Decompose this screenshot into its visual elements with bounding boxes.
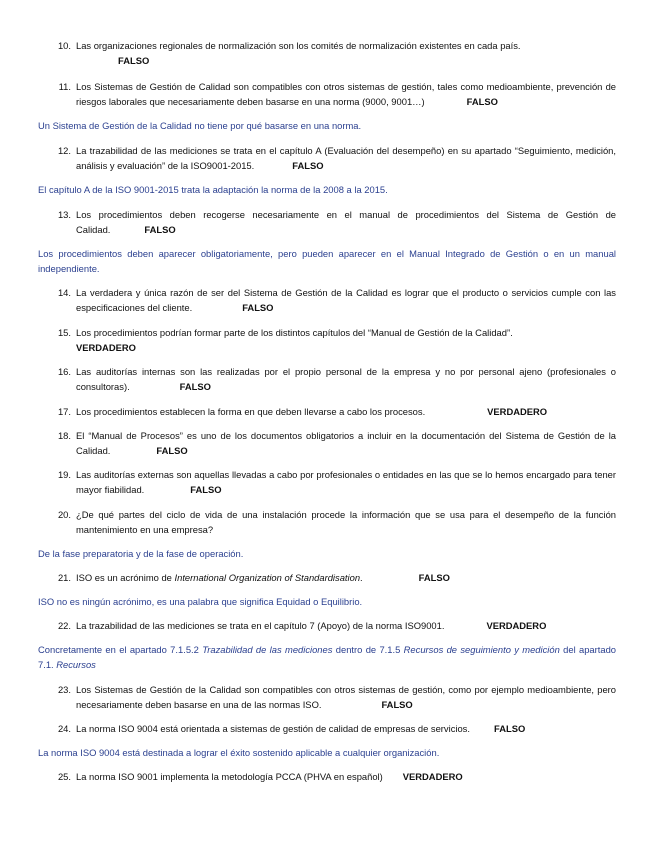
- question-11: [60, 79, 616, 109]
- note-text: Concretamente en el apartado 7.1.5.2: [38, 644, 203, 655]
- explanation-note: De la fase preparatoria y de la fase de operación.: [38, 548, 244, 559]
- question-18: [57, 428, 616, 458]
- question-number: 18.: [57, 430, 71, 441]
- question-text: La norma ISO 9001 implementa la metodología PCCA (PHVA en español): [76, 771, 383, 782]
- answer-label: VERDADERO: [487, 406, 548, 417]
- question-text: Los procedimientos deben recogerse necesariamente en el manual de procedimientos del Sistema de Gestión de Calidad.: [76, 209, 616, 235]
- note-italic: Trazabilidad de las mediciones: [202, 644, 333, 655]
- question-19: [57, 467, 616, 497]
- explanation-note: El capítulo A de la ISO 9001-2015 trata la adaptación la norma de la 2008 a la 2015.: [38, 184, 388, 195]
- explanation-note: Los procedimientos deben aparecer obligatoriamente, pero pueden aparecer en el Manual Integrado de Gestión o en un manual independiente.: [38, 248, 616, 274]
- question-text: Las auditorías internas son las realizadas por el propio personal de la empresa y no por personal ajeno (profesionales o consultoras).: [76, 366, 616, 392]
- question-number: 10.: [57, 40, 71, 51]
- answer-label: FALSO: [156, 445, 188, 456]
- answer-label: VERDADERO: [486, 620, 547, 631]
- question-text: ¿De qué partes del ciclo de vida de una instalación procede la información que se usa para el desempeño de la función mantenimiento en una empresa?: [76, 509, 616, 535]
- question-number: 25.: [57, 771, 71, 782]
- question-number: 21.: [57, 572, 71, 583]
- answer-label: FALSO: [242, 302, 274, 313]
- question-text: La verdadera y única razón de ser del Sistema de Gestión de la Calidad es lograr que el producto o servicios cumple con las especificaciones del cliente.: [76, 287, 616, 313]
- question-text: Las auditorías externas son aquellas llevadas a cabo por profesionales o entidades en las que se lo hemos encargado para tener mayor fiabilidad.: [76, 469, 616, 495]
- answer-label: VERDADERO: [402, 771, 463, 782]
- question-text: La trazabilidad de las mediciones se trata en el capítulo A (Evaluación del desempeño) en su apartado “Seguimiento, medición, análisis y evaluación” de la ISO9001-2015.: [76, 145, 616, 171]
- answer-label: FALSO: [190, 484, 222, 495]
- question-number: 12.: [57, 145, 71, 156]
- answer-label: FALSO: [179, 381, 211, 392]
- question-text: El “Manual de Procesos” es uno de los documentos obligatorios a incluir en la documentación del Sistema de Gestión de la Calidad.: [76, 430, 616, 456]
- note-text: del apartado 7.1.: [38, 644, 616, 670]
- answer-label: FALSO: [144, 224, 176, 235]
- question-22: [57, 618, 616, 633]
- question-number: 13.: [57, 209, 71, 220]
- question-16: [57, 364, 616, 394]
- answer-label: VERDADERO: [76, 342, 136, 353]
- question-text: Los procedimientos establecen la forma en que deben llevarse a cabo los procesos.: [76, 406, 426, 417]
- question-text: Los Sistemas de Gestión de Calidad son compatibles con otros sistemas de gestión, tales como medioambiente, prevención de riesgos laborales que necesariamente deben basarse en una norma (9000, 9001…): [76, 81, 616, 107]
- answer-label: FALSO: [466, 96, 498, 107]
- question-text-italic: International Organization of Standardisation: [174, 572, 361, 583]
- question-text: La trazabilidad de las mediciones se trata en el capítulo 7 (Apoyo) de la norma ISO9001.: [76, 620, 445, 631]
- explanation-note: [38, 642, 616, 672]
- question-text: ISO es un acrónimo de: [76, 572, 175, 583]
- question-21: [57, 570, 616, 585]
- question-20: [57, 507, 616, 537]
- answer-label: FALSO: [118, 55, 150, 66]
- note-italic: Recursos de seguimiento y medición: [403, 644, 560, 655]
- answer-label: FALSO: [493, 723, 526, 734]
- question-17: [57, 404, 616, 419]
- question-number: 20.: [57, 509, 71, 520]
- question-number: 22.: [57, 620, 71, 631]
- question-10: [57, 38, 616, 68]
- question-14: [57, 285, 616, 315]
- question-number: 19.: [57, 469, 71, 480]
- question-12: [57, 143, 616, 173]
- question-text: La norma ISO 9004 está orientada a sistemas de gestión de calidad de empresas de servicios.: [76, 723, 470, 734]
- note-italic: Recursos: [56, 659, 96, 670]
- question-text: Los procedimientos podrían formar parte de los distintos capítulos del “Manual de Gestión de la Calidad”.: [76, 327, 513, 338]
- answer-label: FALSO: [418, 572, 450, 583]
- question-number: 15.: [57, 327, 71, 338]
- question-15: [57, 325, 616, 355]
- question-number: 14.: [57, 287, 71, 298]
- question-text: Las organizaciones regionales de normalización son los comités de normalización existentes en cada país.: [76, 40, 521, 51]
- question-13: [57, 207, 616, 237]
- question-number: 24.: [57, 723, 71, 734]
- explanation-note: Un Sistema de Gestión de la Calidad no tiene por qué basarse en una norma.: [38, 120, 362, 131]
- explanation-note: ISO no es ningún acrónimo, es una palabra que significa Equidad o Equilibrio.: [38, 596, 363, 607]
- question-number: 16.: [57, 366, 71, 377]
- explanation-note: La norma ISO 9004 está destinada a lograr el éxito sostenido aplicable a cualquier organización.: [38, 747, 440, 758]
- question-23: [57, 682, 616, 712]
- question-24: [57, 721, 616, 736]
- note-text: dentro de 7.1.5: [332, 644, 404, 655]
- question-number: 23.: [57, 684, 71, 695]
- question-number: 11.: [58, 81, 71, 92]
- question-text: Los Sistemas de Gestión de la Calidad son compatibles con otros sistemas de gestión, como por ejemplo medioambiente, pero necesariamente deben basarse en una de las normas ISO.: [76, 684, 616, 710]
- question-text-end: .: [360, 572, 363, 583]
- answer-label: FALSO: [292, 160, 324, 171]
- answer-label: FALSO: [381, 699, 413, 710]
- question-25: [57, 769, 616, 784]
- question-number: 17.: [57, 406, 71, 417]
